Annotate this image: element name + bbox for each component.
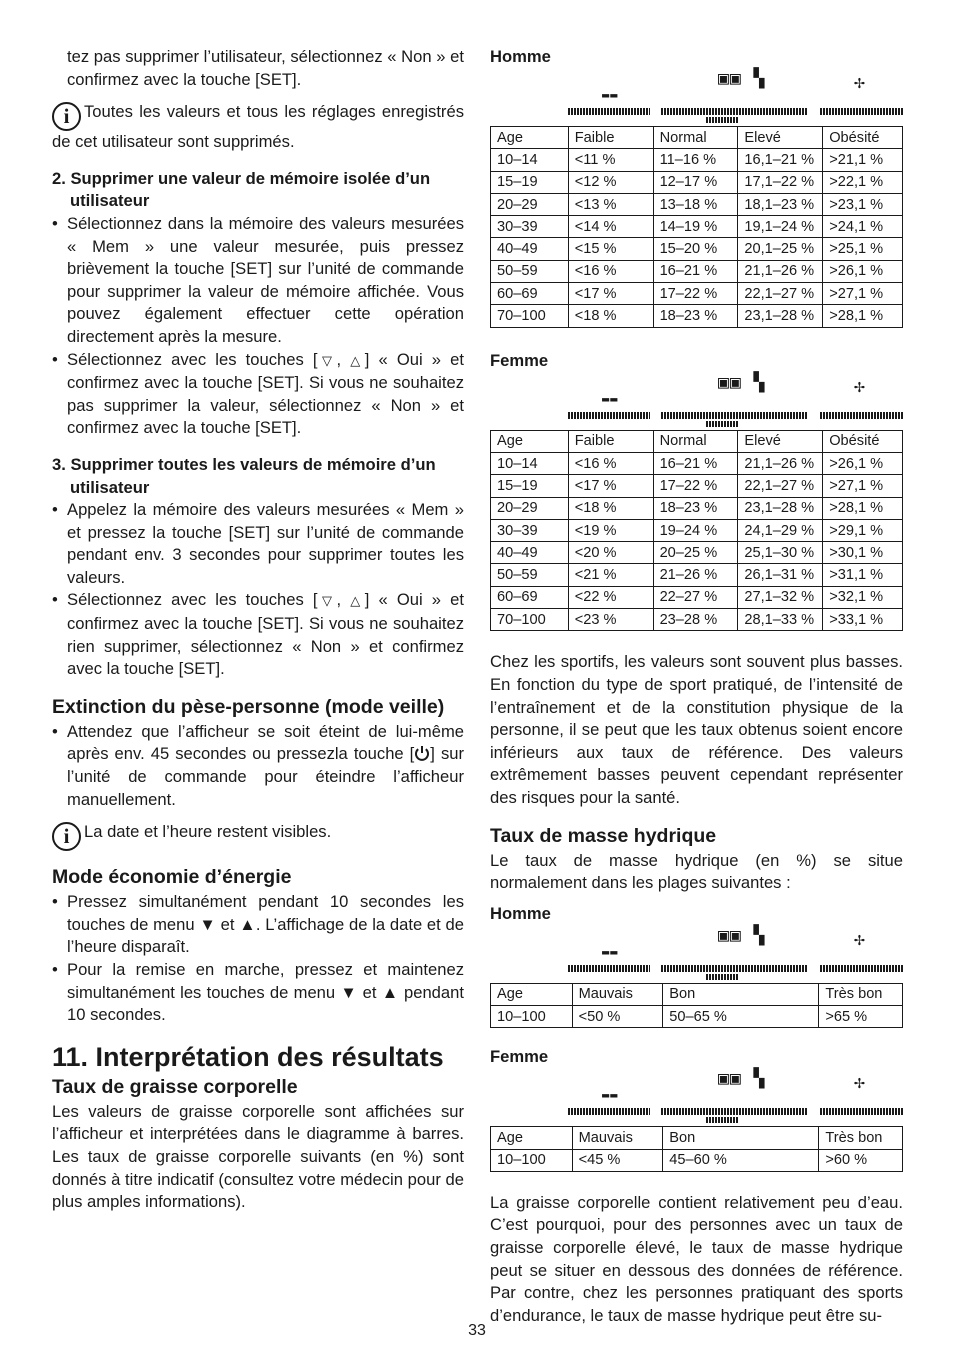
table-cell: >31,1 % — [823, 564, 903, 586]
lcd-bar-graphic — [490, 68, 903, 126]
page-number: 33 — [468, 1322, 486, 1339]
list-item: • Sélectionnez dans la mémoire des valeurs mesurées « Mem » une valeur mesurée, puis pressez brièvement la touche [SET] sur l’unité de commande pour supprimer la valeur de mémoire affichée. Vous pouvez également effectuer cette opération directement après la mesure. — [52, 213, 464, 349]
water-table-block-femme — [490, 1046, 903, 1172]
table-header-row — [491, 1127, 903, 1149]
table-cell: 13–18 % — [653, 193, 738, 215]
lcd-segment-icon: ▬▬ — [602, 391, 619, 406]
table-cell: 19,1–24 % — [738, 216, 823, 238]
table-cell: 21,1–26 % — [738, 260, 823, 282]
table-header-cell: Age — [491, 127, 569, 149]
list-item: • Sélectionnez avec les touches [▽, △] « Oui » et confirmez avec la touche [SET]. Si vous ne souhaitez pas supprimer la valeur, sélectionnez « Non » et confirmez avec la touche [SET]. — [52, 349, 464, 440]
table-cell: <19 % — [568, 519, 653, 541]
lcd-bar-normal — [661, 1108, 808, 1115]
table-cell: >28,1 % — [823, 305, 903, 327]
table-cell: >30,1 % — [823, 542, 903, 564]
table-cell: 18,1–23 % — [738, 193, 823, 215]
water-table-homme — [490, 983, 903, 1029]
table-cell: <15 % — [568, 238, 653, 260]
table-row — [491, 238, 903, 260]
table-header-cell: Bon — [663, 983, 819, 1005]
water-intro-paragraph: Le taux de masse hydrique (en %) se situe normalement dans les plages suivantes : — [490, 850, 903, 893]
table-row — [491, 305, 903, 327]
table-cell: <17 % — [568, 475, 653, 497]
table-row — [491, 1149, 903, 1171]
table-cell: 25,1–30 % — [738, 542, 823, 564]
table-row — [491, 171, 903, 193]
table-cell: 27,1–32 % — [738, 586, 823, 608]
sport-paragraph: Chez les sportifs, les valeurs sont souvent plus basses. En fonction du type de sport pratiqué, de l’intensité de l’entraînement et de la constitution physique de la personne, il se peut que les taux obtenus soient encore inférieurs aux taux de référence. Des valeurs extrêmement basses peuvent cependant représenter des risques pour la santé. — [490, 652, 903, 807]
table-cell: >23,1 % — [823, 193, 903, 215]
section-heading-body-fat: Taux de graisse corporelle — [52, 1075, 298, 1098]
table-cell: 16–21 % — [653, 260, 738, 282]
table-cell: 22,1–27 % — [738, 475, 823, 497]
lcd-bar-low — [568, 1108, 650, 1115]
lcd-segment-icon: ▬▬ — [602, 1088, 619, 1103]
triangle-up-outline-icon: △ — [350, 352, 365, 368]
table-row — [491, 149, 903, 171]
table-cell: >25,1 % — [823, 238, 903, 260]
table-header-cell: Normal — [653, 127, 738, 149]
table-header-row — [491, 127, 903, 149]
arrow-up-filled-icon: ▲ — [381, 982, 399, 1002]
power-icon — [414, 745, 430, 762]
table-header-row — [491, 983, 903, 1005]
table-header-cell: Bon — [663, 1127, 819, 1149]
table-cell: 17–22 % — [653, 283, 738, 305]
table-row — [491, 475, 903, 497]
table-title: Femme — [490, 1047, 549, 1067]
lcd-segment-icon: ▣▣ ▚ — [718, 924, 766, 946]
table-cell: 15–20 % — [653, 238, 738, 260]
table-cell: 22,1–27 % — [738, 283, 823, 305]
table-title: Femme — [490, 350, 549, 370]
table-cell: 12–17 % — [653, 171, 738, 193]
table-cell: >29,1 % — [823, 519, 903, 541]
delete-all-steps — [52, 499, 464, 681]
table-cell: <14 % — [568, 216, 653, 238]
table-cell: 28,1–33 % — [738, 609, 823, 631]
energy-saving-steps — [52, 891, 464, 1027]
table-cell: <20 % — [568, 542, 653, 564]
list-item: • Pour la remise en marche, pressez et maintenez simultanément les touches de menu ▼ et ▲ pendant 10 secondes. — [52, 959, 464, 1027]
table-header-cell: Normal — [653, 430, 738, 452]
table-header-cell: Faible — [568, 430, 653, 452]
table-cell: 60–69 — [491, 283, 569, 305]
table-header-cell: Faible — [568, 127, 653, 149]
table-cell: >26,1 % — [823, 452, 903, 474]
table-cell: 60–69 — [491, 586, 569, 608]
lcd-segment-icon: ✢ — [854, 72, 866, 93]
table-header-cell: Mauvais — [572, 1127, 663, 1149]
table-cell: <11 % — [568, 149, 653, 171]
water-table-femme — [490, 1126, 903, 1172]
section-heading-water: Taux de masse hydrique — [490, 824, 717, 847]
table-cell: 45–60 % — [663, 1149, 819, 1171]
table-cell: <13 % — [568, 193, 653, 215]
body-fat-table-homme — [490, 126, 903, 328]
table-cell: 70–100 — [491, 305, 569, 327]
table-row — [491, 564, 903, 586]
table-row — [491, 283, 903, 305]
table-cell: <50 % — [572, 1005, 663, 1027]
table-cell: >24,1 % — [823, 216, 903, 238]
delete-single-steps — [52, 213, 464, 440]
section-heading-delete-single: 2. Supprimer une valeur de mémoire isolée d’un utilisateur — [52, 168, 431, 211]
table-header-row — [491, 430, 903, 452]
table-cell: 30–39 — [491, 519, 569, 541]
list-item: • Attendez que l’afficheur se soit éteint de lui-même après env. 45 secondes ou pressezla touche [ ] sur l’unité de commande pour éteindre l’afficheur manuellement. — [52, 721, 464, 811]
table-header-cell: Obésité — [823, 127, 903, 149]
section-heading-standby: Extinction du pèse-personne (mode veille) — [52, 695, 445, 718]
lcd-segment-icon: ✢ — [854, 375, 866, 397]
arrow-down-filled-icon: ▼ — [340, 982, 358, 1002]
table-cell: 21,1–26 % — [738, 452, 823, 474]
lcd-bar-low — [568, 412, 650, 419]
table-cell: 16,1–21 % — [738, 149, 823, 171]
lcd-bar-high — [820, 108, 903, 115]
table-cell: 20–29 — [491, 193, 569, 215]
table-cell: <12 % — [568, 171, 653, 193]
table-cell: <16 % — [568, 260, 653, 282]
lcd-bar-marker — [706, 1117, 738, 1123]
lcd-segment-icon: ▣▣ ▚ — [718, 371, 766, 393]
lcd-bar-normal — [661, 108, 808, 115]
table-cell: 15–19 — [491, 171, 569, 193]
info-note: i La date et l’heure restent visibles. — [52, 821, 464, 851]
table-row — [491, 542, 903, 564]
table-cell: >28,1 % — [823, 497, 903, 519]
left-column — [52, 46, 464, 1214]
table-cell: 16–21 % — [653, 452, 738, 474]
list-item: • Pressez simultanément pendant 10 secondes les touches de menu ▼ et ▲. L’affichage de la date et de l’heure disparaît. — [52, 891, 464, 959]
table-row — [491, 260, 903, 282]
table-cell: >26,1 % — [823, 260, 903, 282]
body-fat-paragraph: Les valeurs de graisse corporelle sont affichées sur l’afficheur et interprétées dans le diagramme à barres. Les taux de graisse corporelle suivants (en %) sont donnés à titre indicatif (consultez votre médecin pour de plus amples informations). — [52, 1101, 464, 1212]
lcd-segment-icon: ▣▣ ▚ — [718, 1068, 766, 1090]
fat-table-block-homme — [490, 46, 903, 328]
table-header-cell: Elevé — [738, 430, 823, 452]
table-cell: <16 % — [568, 452, 653, 474]
list-item: • Sélectionnez avec les touches [▽, △] « Oui » et confirmez avec la touche [SET]. Si vous ne souhaitez rien supprimer, sélectionnez « Non » et confirmez avec la touche [SET]. — [52, 589, 464, 680]
table-title: Homme — [490, 47, 551, 66]
table-cell: <45 % — [572, 1149, 663, 1171]
table-cell: >65 % — [819, 1005, 903, 1027]
info-icon: i — [52, 102, 81, 131]
table-cell: >22,1 % — [823, 171, 903, 193]
table-header-cell: Mauvais — [572, 983, 663, 1005]
table-cell: <18 % — [568, 305, 653, 327]
table-cell: 40–49 — [491, 542, 569, 564]
lcd-bar-high — [820, 412, 903, 419]
section-heading-energy-saving: Mode économie d’énergie — [52, 866, 292, 889]
table-cell: <17 % — [568, 283, 653, 305]
table-cell: 22–27 % — [653, 586, 738, 608]
table-cell: 17–22 % — [653, 475, 738, 497]
lcd-bar-marker — [706, 974, 738, 980]
lcd-bar-graphic — [490, 1068, 903, 1126]
lcd-bar-normal — [661, 965, 808, 972]
table-cell: 17,1–22 % — [738, 171, 823, 193]
water-table-block-homme — [490, 903, 903, 1029]
lcd-bar-high — [820, 1108, 903, 1115]
table-cell: 14–19 % — [653, 216, 738, 238]
arrow-up-filled-icon: ▲ — [239, 914, 256, 934]
lcd-segment-icon: ▬▬ — [602, 88, 619, 102]
table-cell: >33,1 % — [823, 609, 903, 631]
list-item: • Appelez la mémoire des valeurs mesurées « Mem » et pressez la touche [SET] sur l’unité de commande pendant env. 3 secondes pour supprimer toutes les valeurs. — [52, 499, 464, 589]
table-title: Homme — [490, 903, 551, 923]
table-cell: 50–59 — [491, 564, 569, 586]
table-cell: 50–59 — [491, 260, 569, 282]
table-row — [491, 452, 903, 474]
lcd-bar-graphic — [490, 925, 903, 983]
table-header-cell: Très bon — [819, 983, 903, 1005]
table-row — [491, 586, 903, 608]
table-cell: 19–24 % — [653, 519, 738, 541]
table-cell: >32,1 % — [823, 586, 903, 608]
table-cell: 21–26 % — [653, 564, 738, 586]
body-fat-table-femme — [490, 430, 903, 632]
table-row — [491, 609, 903, 631]
table-row — [491, 519, 903, 541]
lcd-segment-icon: ▣▣ ▚ — [718, 68, 766, 89]
table-cell: 26,1–31 % — [738, 564, 823, 586]
table-cell: 20–25 % — [653, 542, 738, 564]
table-cell: 70–100 — [491, 609, 569, 631]
lcd-segment-icon: ✢ — [854, 928, 866, 950]
table-cell: 20,1–25 % — [738, 238, 823, 260]
lcd-bar-normal — [661, 412, 808, 419]
table-cell: 10–14 — [491, 149, 569, 171]
section-heading-delete-all: 3. Supprimer toutes les valeurs de mémoire d’un utilisateur — [52, 454, 436, 497]
table-header-cell: Elevé — [738, 127, 823, 149]
right-column — [490, 46, 903, 1327]
standby-steps — [52, 721, 464, 811]
table-cell: 23,1–28 % — [738, 497, 823, 519]
table-row — [491, 1005, 903, 1027]
table-cell: 40–49 — [491, 238, 569, 260]
table-cell: >21,1 % — [823, 149, 903, 171]
final-paragraph: La graisse corporelle contient relativement peu d’eau. C’est pourquoi, pour des personnes avec un taux de graisse corporelle élevé, le taux de masse hydrique peut se situer en dessous des données de référence. Par contre, chez les personnes pratiquant des sports d’endurance, le taux de masse hydrique peut être su- — [490, 1192, 903, 1325]
triangle-down-outline-icon: ▽ — [317, 352, 337, 368]
fat-table-block-femme — [490, 350, 903, 632]
lcd-bar-marker — [706, 117, 738, 123]
table-header-cell: Age — [491, 430, 569, 452]
table-cell: 20–29 — [491, 497, 569, 519]
table-cell: <21 % — [568, 564, 653, 586]
lcd-bar-low — [568, 965, 650, 972]
table-cell: 11–16 % — [653, 149, 738, 171]
table-cell: 23–28 % — [653, 609, 738, 631]
triangle-down-outline-icon: ▽ — [317, 593, 337, 609]
table-header-cell: Très bon — [819, 1127, 903, 1149]
table-row — [491, 193, 903, 215]
intro-paragraph: tez pas supprimer l’utilisateur, sélectionnez « Non » et confirmez avec la touche [SET]. — [67, 47, 464, 89]
table-header-cell: Obésité — [823, 430, 903, 452]
table-cell: <22 % — [568, 586, 653, 608]
table-cell: 10–100 — [491, 1149, 573, 1171]
table-cell: 23,1–28 % — [738, 305, 823, 327]
table-cell: 15–19 — [491, 475, 569, 497]
table-cell: >27,1 % — [823, 475, 903, 497]
triangle-up-outline-icon: △ — [350, 593, 365, 609]
lcd-bar-high — [820, 965, 903, 972]
chapter-title: 11. Interprétation des résultats — [52, 1041, 444, 1072]
lcd-segment-icon: ▬▬ — [602, 944, 619, 959]
table-header-cell: Age — [491, 983, 573, 1005]
table-row — [491, 497, 903, 519]
table-cell: 18–23 % — [653, 305, 738, 327]
table-header-cell: Age — [491, 1127, 573, 1149]
info-note: i Toutes les valeurs et tous les réglages enregistrés de cet utilisateur sont supprimés. — [52, 102, 464, 152]
lcd-bar-low — [568, 108, 650, 115]
lcd-bar-graphic — [490, 372, 903, 430]
table-cell: 10–14 — [491, 452, 569, 474]
table-row — [491, 216, 903, 238]
table-cell: 10–100 — [491, 1005, 573, 1027]
table-cell: 18–23 % — [653, 497, 738, 519]
lcd-segment-icon: ✢ — [854, 1072, 866, 1094]
table-cell: 24,1–29 % — [738, 519, 823, 541]
info-icon: i — [52, 822, 81, 851]
table-cell: >60 % — [819, 1149, 903, 1171]
lcd-bar-marker — [706, 421, 738, 427]
arrow-down-filled-icon: ▼ — [199, 914, 216, 934]
table-cell: >27,1 % — [823, 283, 903, 305]
table-cell: <18 % — [568, 497, 653, 519]
table-cell: 30–39 — [491, 216, 569, 238]
table-cell: 50–65 % — [663, 1005, 819, 1027]
table-cell: <23 % — [568, 609, 653, 631]
